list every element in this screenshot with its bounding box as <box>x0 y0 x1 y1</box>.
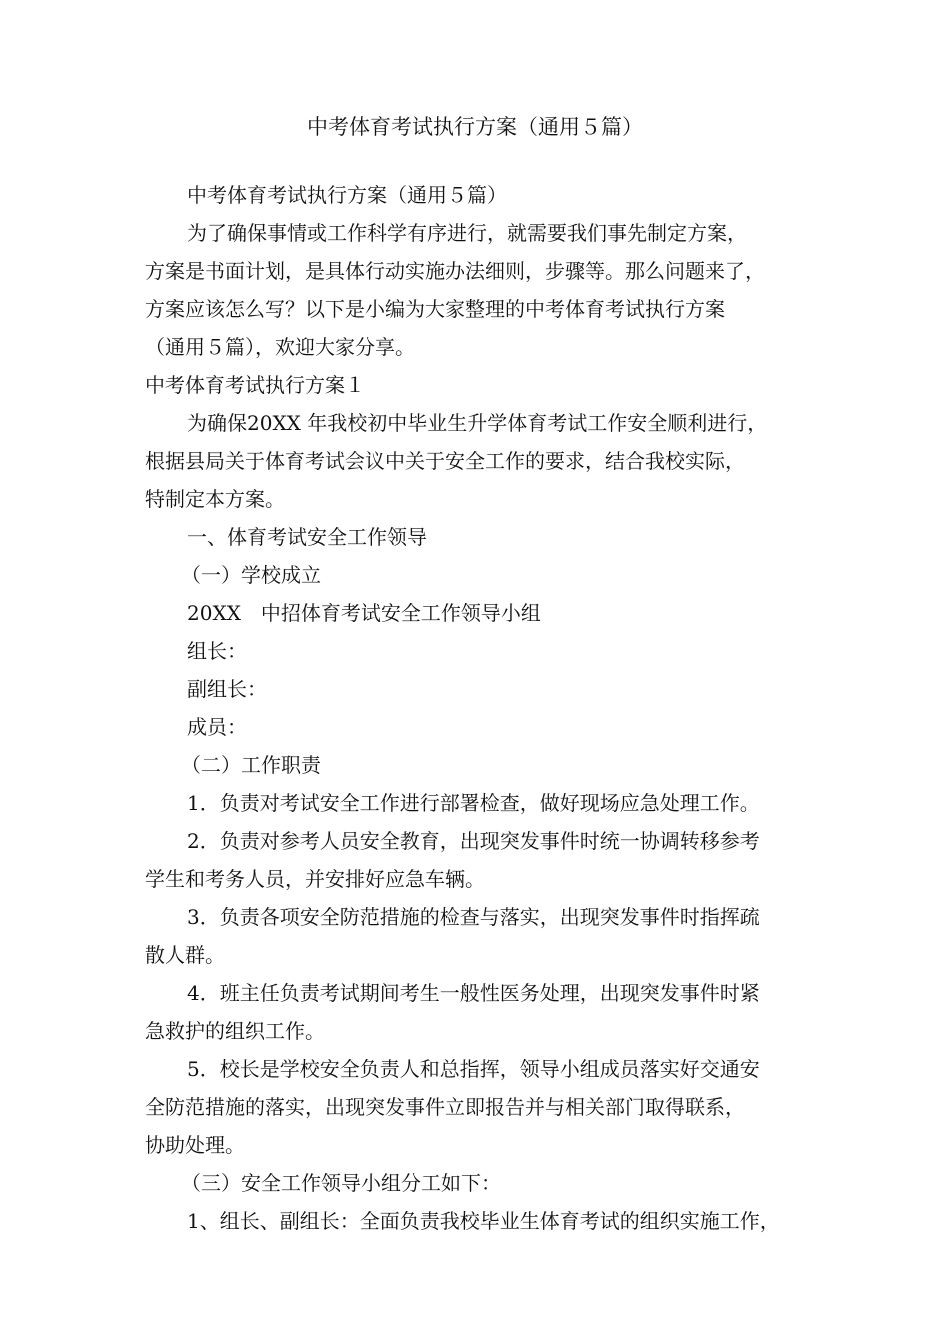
list-item-continuation: 散人群。 <box>145 943 225 967</box>
list-item: 4．班主任负责考试期间考生一般性医务处理，出现突发事件时紧 <box>187 981 760 1005</box>
paragraph-line: （通用５篇），欢迎大家分享。 <box>145 335 415 359</box>
role-line: 副组长： <box>187 677 267 701</box>
paragraph-line: 为确保20XX 年我校初中毕业生升学体育考试工作安全顺利进行， <box>187 411 768 435</box>
list-item-continuation: 协助处理。 <box>145 1133 245 1157</box>
paragraph-line: 根据县局关于体育考试会议中关于安全工作的要求，结合我校实际， <box>145 449 745 473</box>
document-title: 中考体育考试执行方案（通用５篇） <box>307 115 643 139</box>
list-item-continuation: 急救护的组织工作。 <box>145 1019 325 1043</box>
list-item: 1．负责对考试安全工作进行部署检查，做好现场应急处理工作。 <box>187 791 760 815</box>
list-item: 5．校长是学校安全负责人和总指挥，领导小组成员落实好交通安 <box>187 1057 760 1081</box>
list-item: 3．负责各项安全防范措施的检查与落实，出现突发事件时指挥疏 <box>187 905 760 929</box>
list-item-continuation: 学生和考务人员，并安排好应急车辆。 <box>145 867 485 891</box>
paragraph-line: 方案应该怎么写？以下是小编为大家整理的中考体育考试执行方案 <box>145 297 725 321</box>
role-line: 成员： <box>187 715 247 739</box>
subheading-line: （三）安全工作领导小组分工如下： <box>181 1171 501 1195</box>
role-line: 组长： <box>187 639 247 663</box>
paragraph-line: 特制定本方案。 <box>145 487 285 511</box>
document-body <box>145 176 815 1240</box>
list-item-continuation: 全防范措施的落实，出现突发事件立即报告并与相关部门取得联系， <box>145 1095 745 1119</box>
paragraph-line: 20XX 中招体育考试安全工作领导小组 <box>187 601 541 625</box>
subtitle-line: 中考体育考试执行方案（通用５篇） <box>187 183 507 207</box>
list-item: 1、组长、副组长：全面负责我校毕业生体育考试的组织实施工作， <box>187 1209 780 1233</box>
paragraph-line: 方案是书面计划，是具体行动实施办法细则，步骤等。那么问题来了， <box>145 259 765 283</box>
subheading-line: （一）学校成立 <box>181 563 321 587</box>
list-item: 2．负责对参考人员安全教育，出现突发事件时统一协调转移参考 <box>187 829 760 853</box>
subheading-line: （二）工作职责 <box>181 753 321 777</box>
paragraph-line: 为了确保事情或工作科学有序进行，就需要我们事先制定方案， <box>187 221 747 245</box>
heading-line: 一、体育考试安全工作领导 <box>187 525 427 549</box>
section-heading: 中考体育考试执行方案１ <box>145 373 365 397</box>
